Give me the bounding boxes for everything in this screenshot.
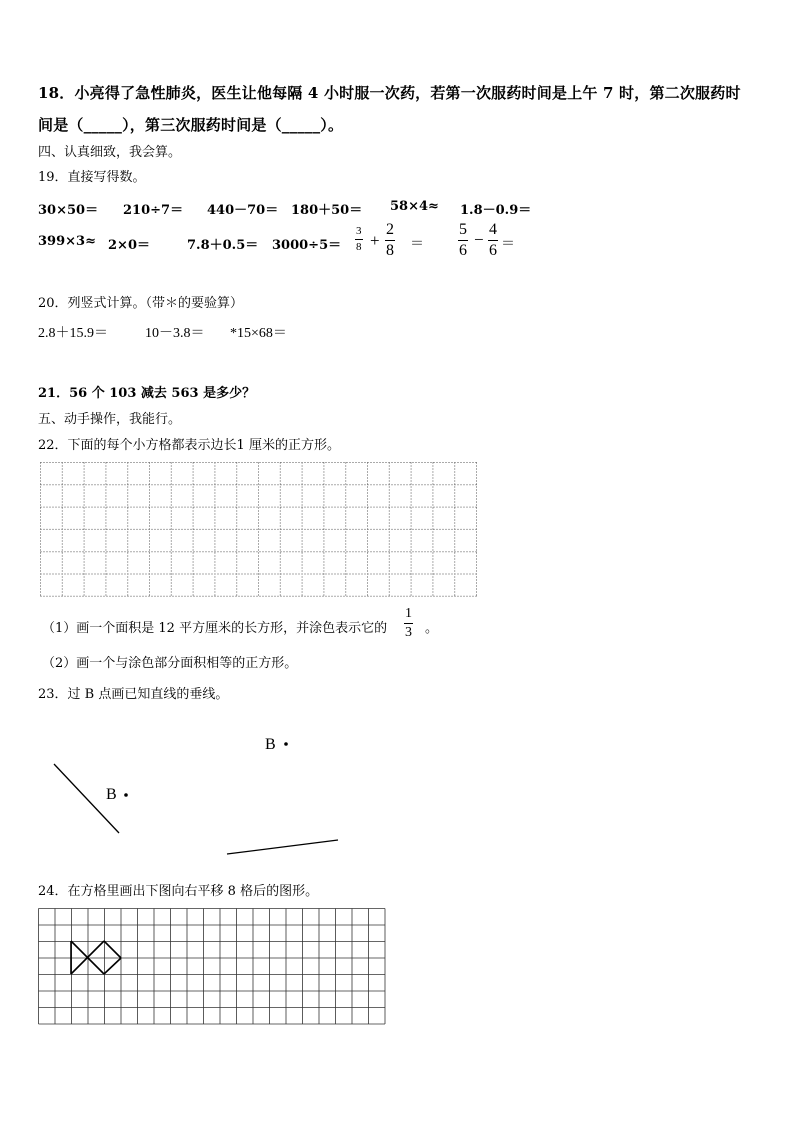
q19-item: 7.8＋0.5＝ [187, 238, 259, 253]
q19-item: 440－70＝ [207, 203, 279, 218]
q19-fraction-2-8: $\frac{2}{8}$ [386, 221, 394, 259]
q19-item: 399×3≈ [38, 234, 96, 249]
q23-title: 23．过 B 点画已知直线的垂线。 [38, 687, 229, 702]
q19-minus-sign: − [474, 230, 484, 249]
q19-equals: ＝ [501, 236, 515, 252]
section-4-heading: 四、认真细致，我会算。 [38, 145, 182, 160]
q19-fraction-4-6: $\frac{4}{6}$ [489, 221, 497, 259]
q19-equals: ＝ [410, 236, 424, 252]
q19-fraction-5-6: $\frac{5}{6}$ [459, 221, 467, 259]
q24-title: 24．在方格里画出下图向右平移 8 格后的图形。 [38, 884, 319, 899]
given-line-bottom [227, 840, 338, 854]
q20-item: *15×68＝ [230, 326, 287, 341]
q20-item: 2.8＋15.9＝ [38, 326, 108, 341]
q19-item: 180＋50＝ [291, 203, 363, 218]
q20-title: 20．列竖式计算。（带＊的要验算） [38, 296, 244, 311]
q19-plus-sign: + [370, 231, 380, 250]
q18-line1: 18．小亮得了急性肺炎，医生让他每隔 4 小时服一次药，若第一次服药时间是上午 7 时，第二次服药时 [38, 84, 741, 102]
q22-sub1-end: 。 [425, 621, 439, 636]
q19-fraction-3-8: $\frac{3}{8}$ [356, 225, 362, 253]
shape-to-translate [71, 941, 121, 974]
point-b-label: B [106, 786, 117, 803]
q19-item: 2×0＝ [108, 238, 150, 253]
q22-sub1: （1）画一个面积是 12 平方厘米的长方形，并涂色表示它的 [42, 621, 388, 636]
q22-dotted-grid[interactable] [40, 462, 478, 598]
q23-figure [0, 700, 794, 870]
point-b-dot [124, 793, 128, 797]
point-b-dot [284, 742, 288, 746]
q20-item: 10－3.8＝ [145, 326, 205, 341]
q19-item: 30×50＝ [38, 203, 99, 218]
q22-sub2: （2）画一个与涂色部分面积相等的正方形。 [42, 656, 298, 671]
q19-title: 19．直接写得数。 [38, 170, 146, 185]
q19-item: 210÷7＝ [123, 203, 184, 218]
section-5-heading: 五、动手操作，我能行。 [38, 412, 182, 427]
q21-title: 21．56 个 103 减去 563 是多少？ [38, 386, 256, 401]
q22-fraction-1-3: $\frac{1}{3}$ [405, 606, 412, 640]
point-b-label: B [265, 736, 276, 753]
q19-item: 1.8－0.9＝ [460, 203, 532, 218]
q19-item: 3000÷5＝ [272, 238, 342, 253]
q24-grid[interactable] [38, 908, 388, 1026]
q22-title: 22．下面的每个小方格都表示边长1 厘米的正方形。 [38, 438, 340, 453]
q19-item: 58×4≈ [390, 199, 439, 214]
q18-line2: 间是（_____），第三次服药时间是（_____）。 [38, 116, 344, 134]
